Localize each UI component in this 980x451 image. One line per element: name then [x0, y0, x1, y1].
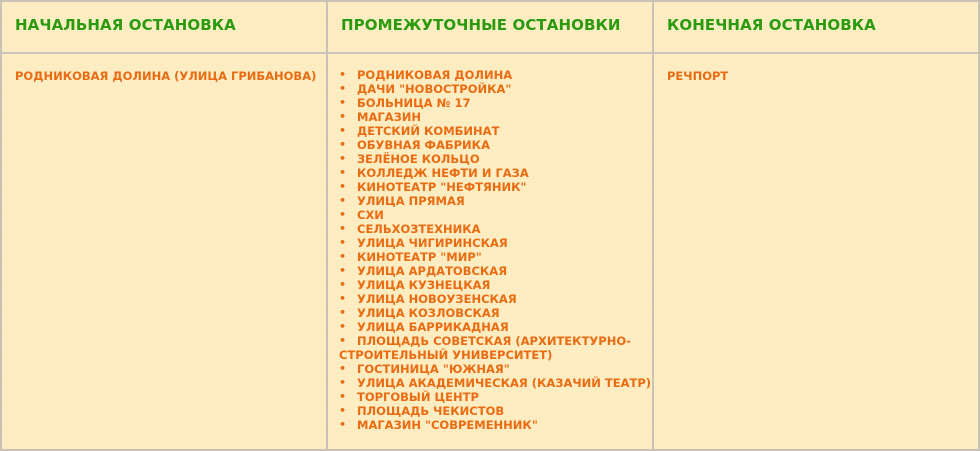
end-stop-cell — [652, 52, 980, 451]
stop-item: • РОДНИКОВАЯ ДОЛИНА — [339, 68, 652, 82]
stop-item: • УЛИЦА АКАДЕМИЧЕСКАЯ (КАЗАЧИЙ ТЕАТР) — [339, 376, 652, 390]
intermediate-stops-list — [328, 54, 652, 432]
stop-item: • МАГАЗИН "СОВРЕМЕННИК" — [339, 418, 652, 432]
stop-item: • ГОСТИНИЦА "ЮЖНАЯ" — [339, 362, 652, 376]
stop-item: • МАГАЗИН — [339, 110, 652, 124]
stop-item: • ДЕТСКИЙ КОМБИНАТ — [339, 124, 652, 138]
stop-item: • УЛИЦА КОЗЛОВСКАЯ — [339, 306, 652, 320]
start-stop: РОДНИКОВАЯ ДОЛИНА (УЛИЦА ГРИБАНОВА) — [15, 69, 317, 83]
stop-item: • СХИ — [339, 208, 652, 222]
stop-item: • УЛИЦА ПРЯМАЯ — [339, 194, 652, 208]
stop-item-continuation: СТРОИТЕЛЬНЫЙ УНИВЕРСИТЕТ) — [339, 348, 553, 362]
stop-item-wrapped — [339, 334, 652, 362]
intermediate-stops-cell — [326, 52, 652, 451]
stop-item: • УЛИЦА НОВОУЗЕНСКАЯ — [339, 292, 652, 306]
header-intermediate-stops: ПРОМЕЖУТОЧНЫЕ ОСТАНОВКИ — [326, 0, 652, 52]
start-stop-cell — [0, 52, 326, 451]
stop-item: • ПЛОЩАДЬ ЧЕКИСТОВ — [339, 404, 652, 418]
stop-item: • КОЛЛЕДЖ НЕФТИ И ГАЗА — [339, 166, 652, 180]
stop-item: • ОБУВНАЯ ФАБРИКА — [339, 138, 652, 152]
stop-item: • УЛИЦА БАРРИКАДНАЯ — [339, 320, 652, 334]
stop-item-text: ПЛОЩАДЬ СОВЕТСКАЯ (АРХИТЕКТУРНО- — [357, 334, 631, 348]
stop-item: • БОЛЬНИЦА № 17 — [339, 96, 652, 110]
header-start-stop: НАЧАЛЬНАЯ ОСТАНОВКА — [0, 0, 326, 52]
stop-item: • КИНОТЕАТР "НЕФТЯНИК" — [339, 180, 652, 194]
stop-item: • УЛИЦА АРДАТОВСКАЯ — [339, 264, 652, 278]
stop-item: • СЕЛЬХОЗТЕХНИКА — [339, 222, 652, 236]
stop-item: • ДАЧИ "НОВОСТРОЙКА" — [339, 82, 652, 96]
stop-item: • ЗЕЛЁНОЕ КОЛЬЦО — [339, 152, 652, 166]
stop-item: • УЛИЦА ЧИГИРИНСКАЯ — [339, 236, 652, 250]
header-end-stop: КОНЕЧНАЯ ОСТАНОВКА — [652, 0, 980, 52]
end-stop: РЕЧПОРТ — [667, 69, 729, 83]
stop-item: • ТОРГОВЫЙ ЦЕНТР — [339, 390, 652, 404]
stop-item: • УЛИЦА КУЗНЕЦКАЯ — [339, 278, 652, 292]
stop-item: • КИНОТЕАТР "МИР" — [339, 250, 652, 264]
